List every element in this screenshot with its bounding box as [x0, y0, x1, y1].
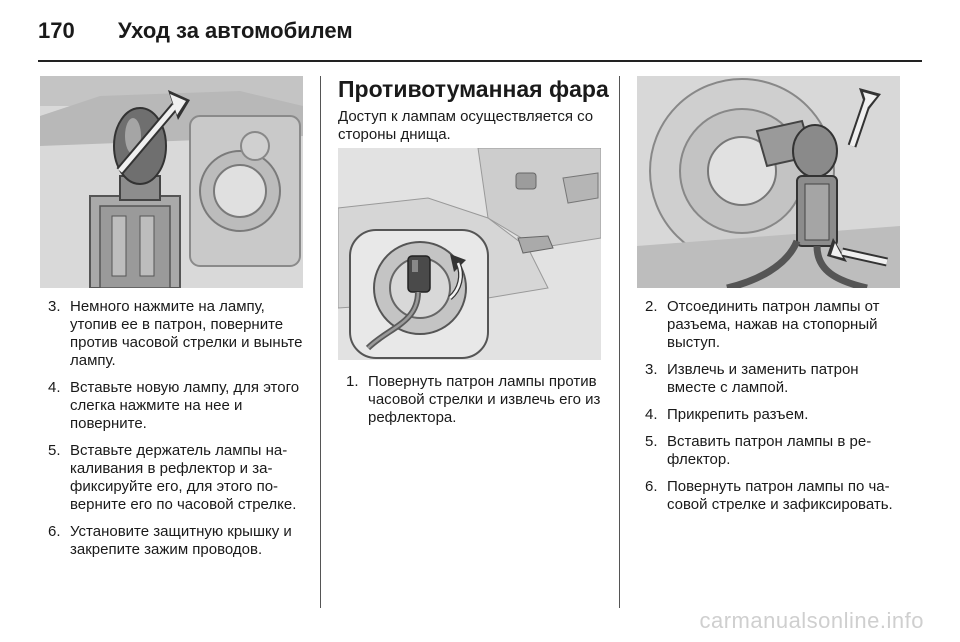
step-item [48, 379, 310, 433]
step-number: 2. [645, 298, 658, 315]
step-number: 6. [645, 478, 658, 495]
step-number: 3. [645, 361, 658, 378]
step-item [645, 298, 907, 352]
step-number: 3. [48, 298, 61, 315]
column-divider-left [320, 76, 321, 608]
step-text: Отсоединить патрон лампы от разъема, нажав на стопорный выступ. [667, 298, 880, 351]
step-item [645, 361, 907, 397]
page-title: Уход за автомобилем [118, 18, 353, 43]
step-item [645, 433, 907, 469]
steps-list-right [645, 298, 907, 523]
step-item [645, 478, 907, 514]
fog-light-illustration [338, 148, 601, 360]
column-divider-right [619, 76, 620, 608]
step-text: Повернуть патрон лампы по часовой стрелке и зафиксировать. [667, 478, 893, 513]
step-item [48, 442, 310, 514]
step-number: 1. [346, 373, 359, 390]
step-item [48, 523, 310, 559]
section-heading: Противотуманная фара [338, 76, 609, 102]
step-number: 5. [48, 442, 61, 459]
step-text: Вставьте держатель лампы накаливания в рефлектор и зафиксируйте его, для этого поверните его по часовой стрелке. [70, 442, 297, 513]
step-text: Вставьте новую лампу, для этого слегка нажмите на нее и поверните. [70, 379, 300, 432]
step-number: 4. [645, 406, 658, 423]
header-rule [38, 60, 922, 62]
step-text: Установите защитную крышку и закрепите зажим проводов. [70, 523, 292, 558]
step-number: 4. [48, 379, 61, 396]
section-intro: Доступ к лампам осуществляется со стороны днища. [338, 108, 594, 143]
step-item [346, 373, 608, 427]
page-number: 170 [38, 18, 75, 43]
step-item [645, 406, 907, 424]
steps-list-left [48, 298, 310, 568]
step-number: 6. [48, 523, 61, 540]
step-text: Повернуть патрон лампы против часовой стрелки и извлечь его из рефлектора. [368, 373, 601, 426]
bulb-removal-illustration [40, 76, 303, 288]
step-number: 5. [645, 433, 658, 450]
step-text: Извлечь и заменить патрон вместе с лампой. [667, 361, 859, 396]
watermark: carmanualsonline.info [699, 608, 924, 633]
step-text: Немного нажмите на лампу, утопив ее в патрон, поверните против часовой стрелки и выньте лампу. [70, 298, 303, 369]
step-text: Вставить патрон лампы в рефлектор. [667, 433, 872, 468]
connector-removal-illustration [637, 76, 900, 288]
steps-list-middle [346, 373, 608, 436]
step-text: Прикрепить разъем. [667, 406, 809, 423]
step-item [48, 298, 310, 370]
